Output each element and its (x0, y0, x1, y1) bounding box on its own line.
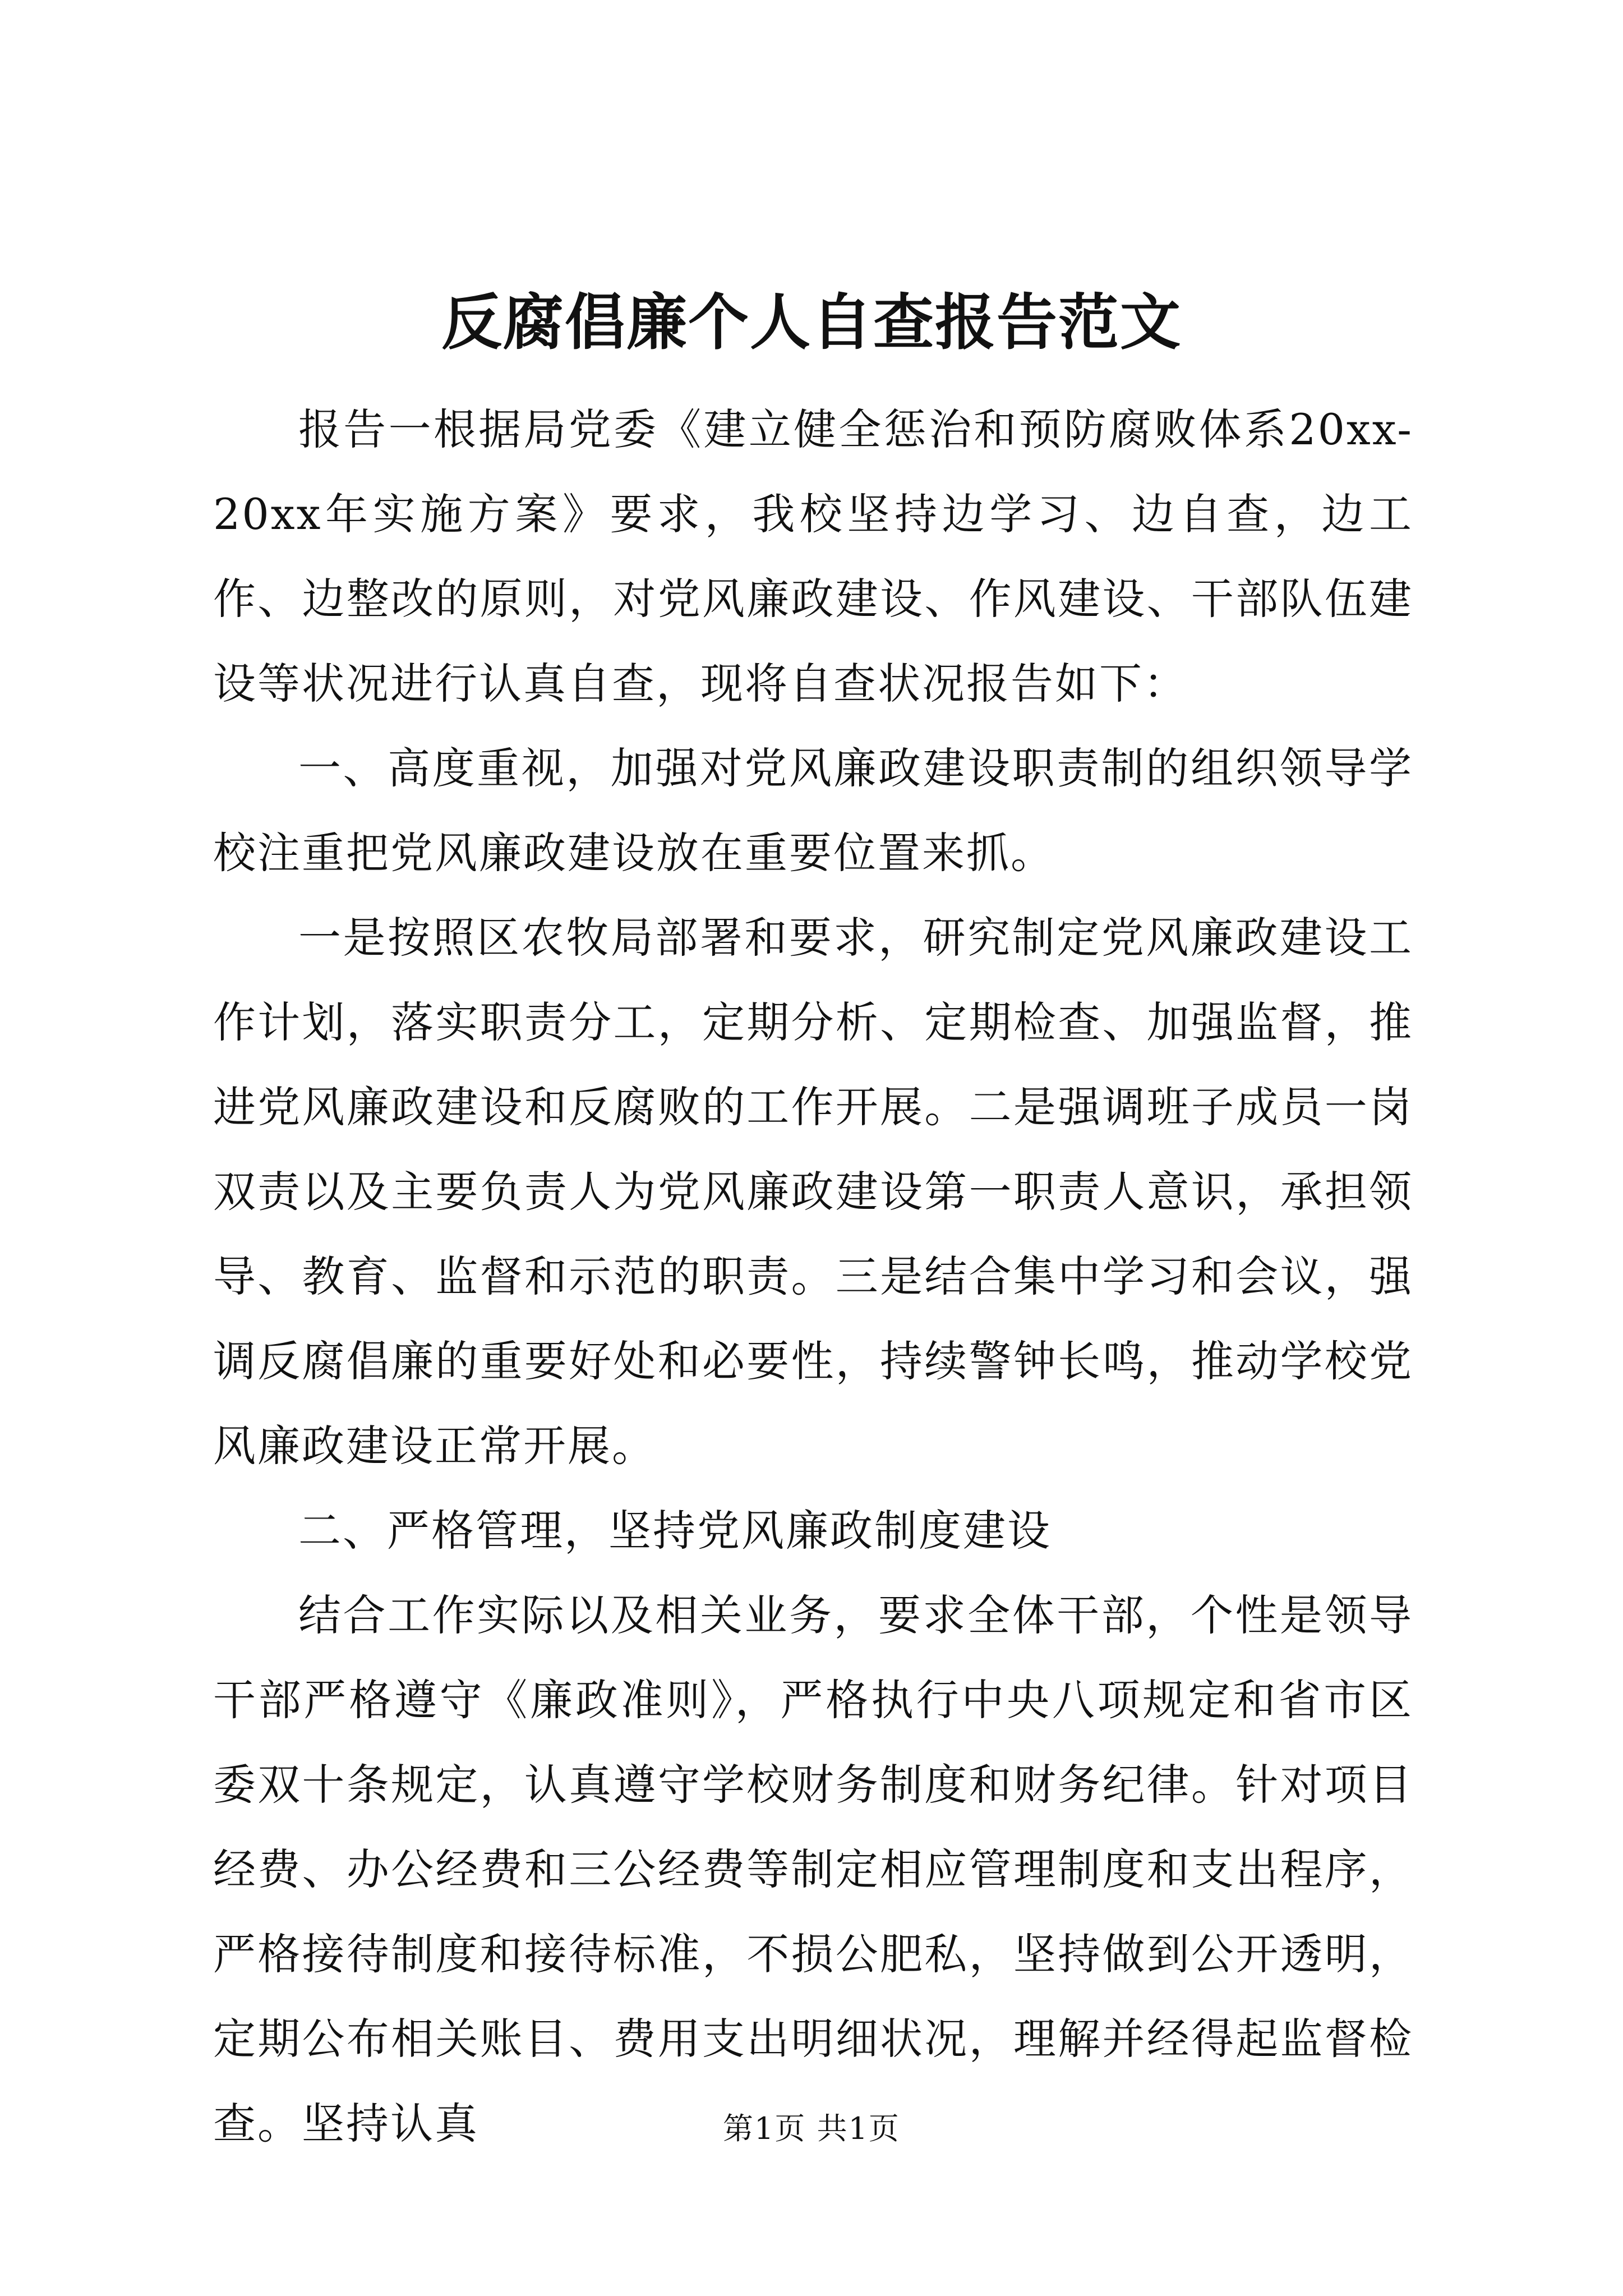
paragraph-section-two-heading: 二、严格管理，坚持党风廉政制度建设 (298, 1506, 1052, 1556)
paragraph-section-one-heading: 一、高度重视，加强对党风廉政建设职责制的组织领导学校注重把党风廉政建设放在重要位置来抓。 (213, 743, 1413, 878)
paragraph-intro: 报告一根据局党委《建立健全惩治和预防腐败体系20xx-20xx年实施方案》要求，我校坚持边学习、边自查，边工作、边整改的原则，对党风廉政建设、作风建设、干部队伍建设等状况进行认真自查，现将自查状况报告如下： (213, 404, 1413, 708)
document-body (213, 387, 1413, 2166)
page-number-footer: 第1页 共1页 (723, 2111, 900, 2146)
paragraph-section-one-body: 一是按照区农牧局部署和要求，研究制定党风廉政建设工作计划，落实职责分工，定期分析、定期检查、加强监督，推进党风廉政建设和反腐败的工作开展。二是强调班子成员一岗双责以及主要负责人为党风廉政建设第一职责人意识，承担领导、教育、监督和示范的职责。三是结合集中学习和会议，强调反腐倡廉的重要好处和必要性，持续警钟长鸣，推动学校党风廉政建设正常开展。 (213, 913, 1413, 1471)
document-title: 反腐倡廉个人自查报告范文 (441, 287, 1182, 358)
paragraph-section-two-body: 结合工作实际以及相关业务，要求全体干部，个性是领导干部严格遵守《廉政准则》，严格执行中央八项规定和省市区委双十条规定，认真遵守学校财务制度和财务纪律。针对项目经费、办公经费和三公经费等制定相应管理制度和支出程序，严格接待制度和接待标准，不损公肥私，坚持做到公开透明，定期公布相关账目、费用支出明细状况，理解并经得起监督检查。坚持认真 (213, 1590, 1413, 2148)
